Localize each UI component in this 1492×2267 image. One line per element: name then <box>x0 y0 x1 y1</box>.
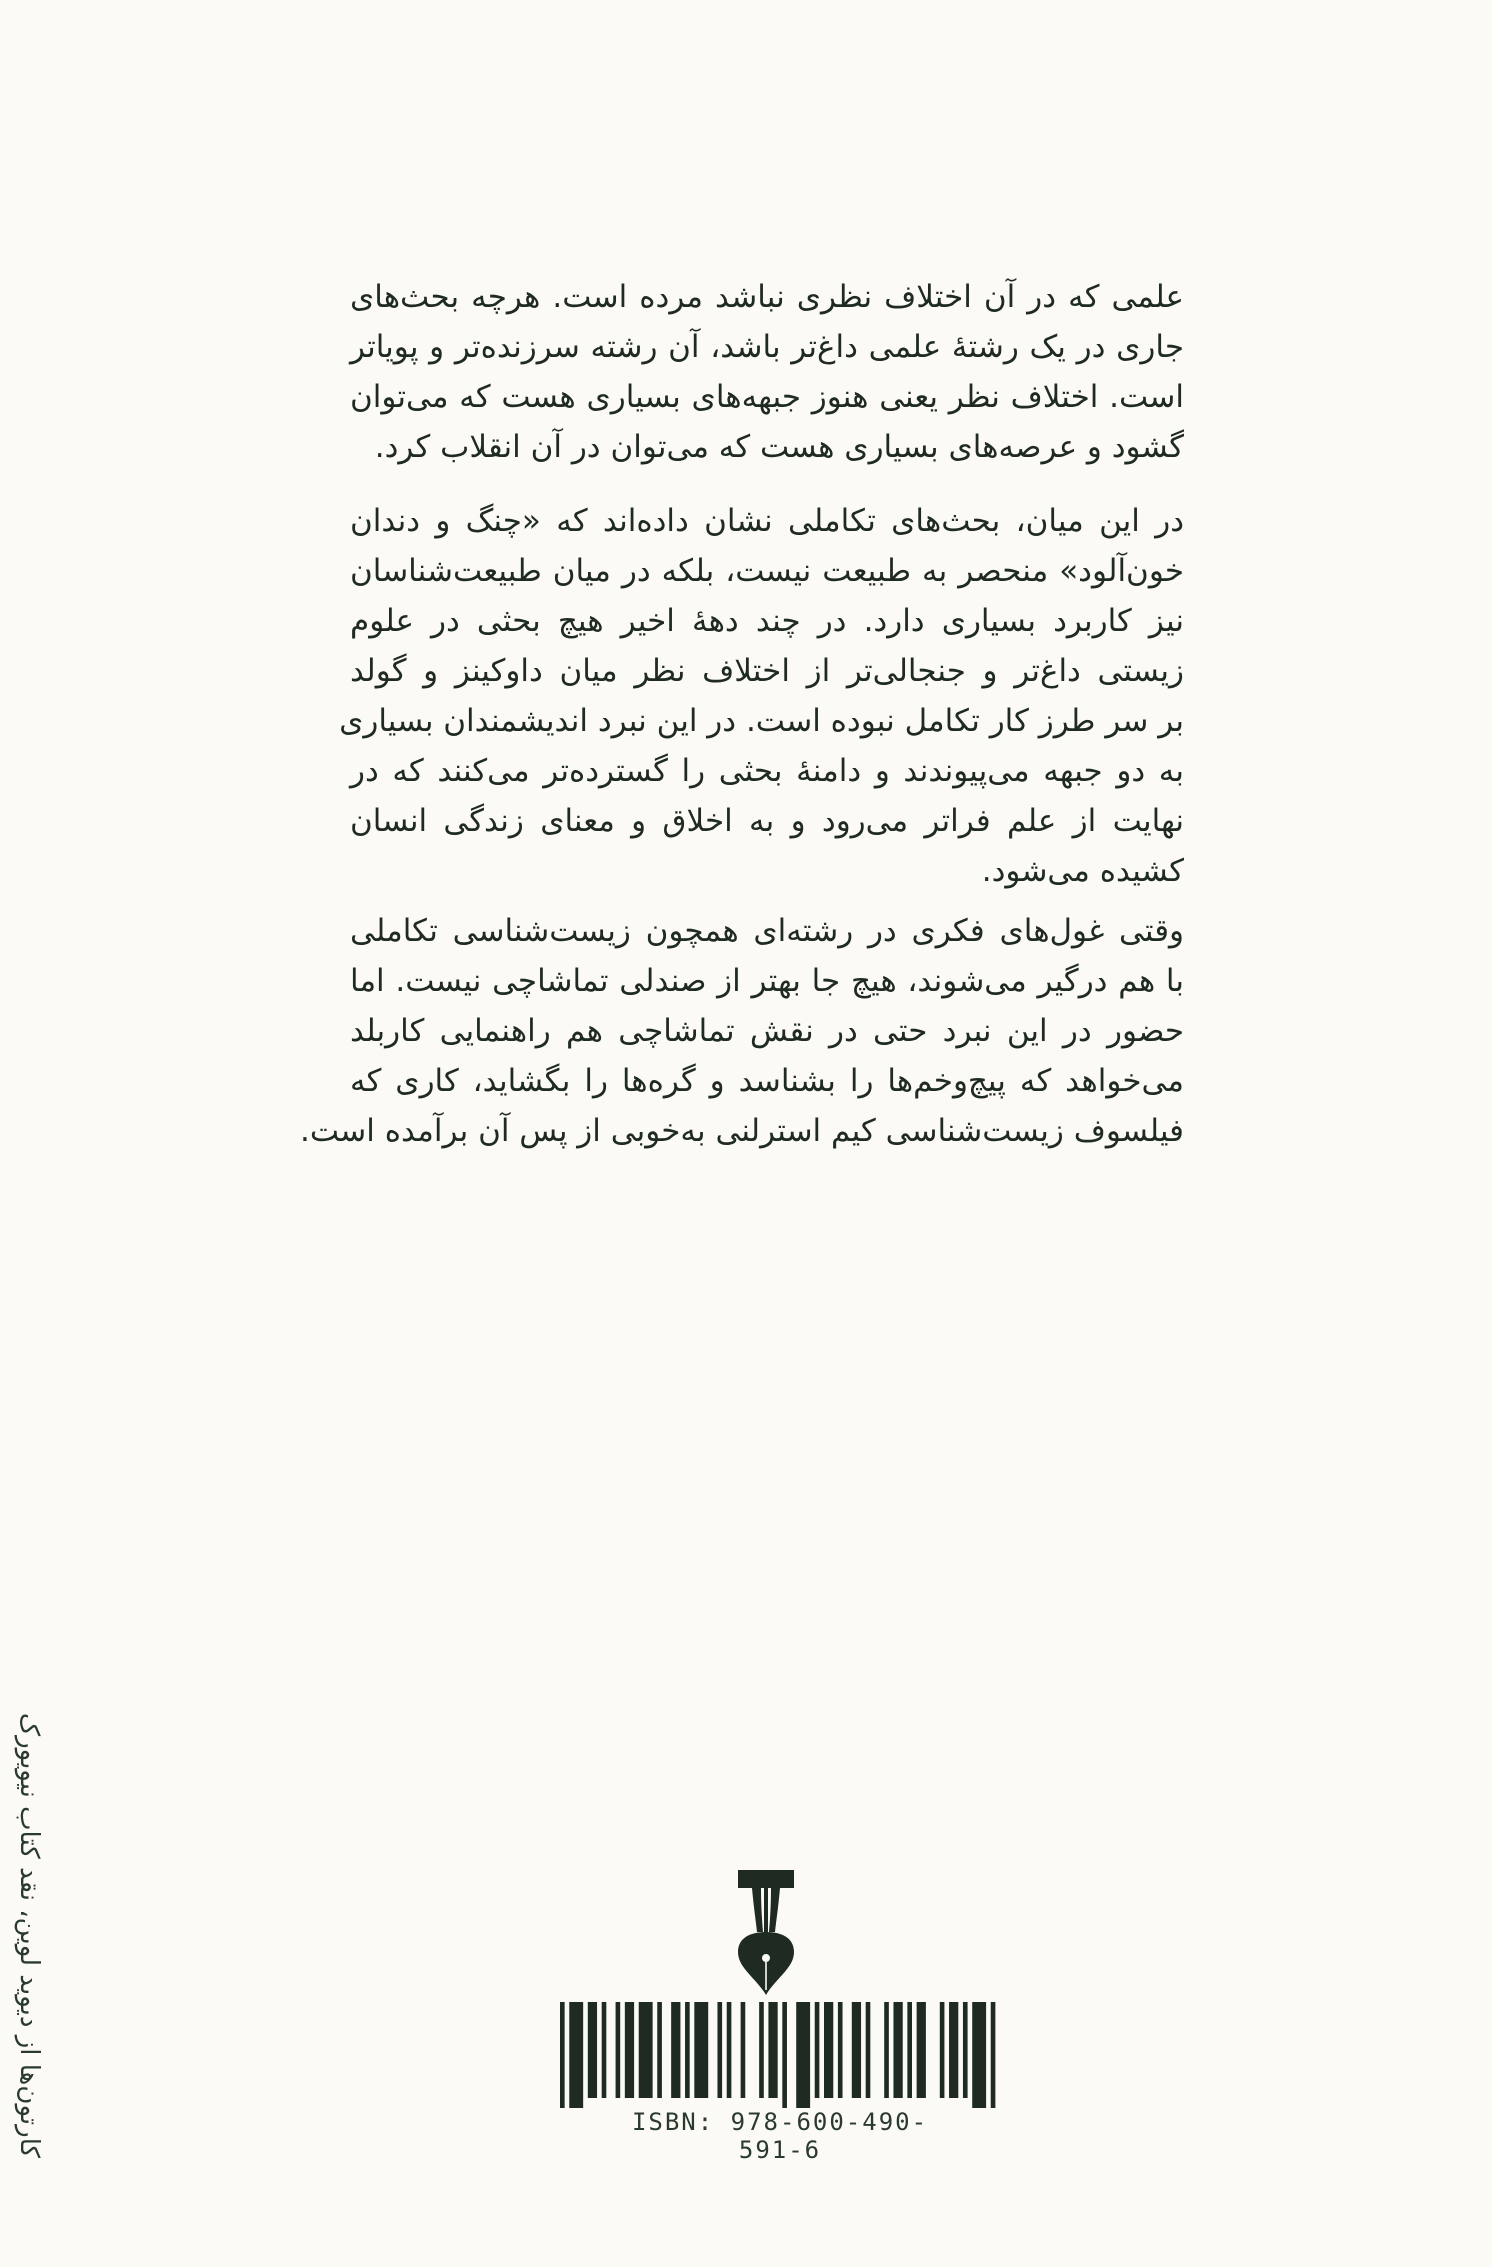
blurb-line: به دو جبهه می‌پیوندند و دامنهٔ بحثی را گسترده‌تر می‌کنند که در <box>350 753 1184 789</box>
cartoon-credit: کارتون‌ها از دیوید لوین، نقد کتاب نیویورک <box>14 1712 44 2158</box>
barcode-bar <box>569 2002 583 2108</box>
barcode-bar <box>639 2002 653 2098</box>
blurb-line: گشود و عرصه‌های بسیاری هست که می‌توان در آن انقلاب کرد. <box>374 429 1184 465</box>
blurb-line: وقتی غول‌های فکری در رشته‌ای همچون زیست‌شناسی تکاملی <box>350 913 1184 949</box>
blurb-line: بر سر طرز کار تکامل نبوده است. در این نبرد اندیشمندان بسیاری <box>339 703 1184 739</box>
blurb-paragraph <box>300 906 1184 1156</box>
barcode-bar <box>768 2002 777 2098</box>
blurb-line: حضور در این نبرد حتی در نقش تماشاچی هم راهنمایی کاربلد <box>350 1013 1184 1049</box>
barcode-bar <box>866 2002 871 2098</box>
barcode-bar <box>949 2002 958 2098</box>
blurb-line: خون‌آلود» منحصر به طبیعت نیست، بلکه در میان طبیعت‌شناسان <box>350 553 1184 589</box>
barcode-bar <box>671 2002 680 2098</box>
back-cover-blurb <box>300 272 1184 1156</box>
barcode-bar <box>907 2002 912 2098</box>
barcode-bar <box>796 2002 810 2108</box>
blurb-line: فیلسوف زیست‌شناسی کیم استرلنی به‌خوبی از پس آن برآمده است. <box>300 1113 1184 1149</box>
barcode-bar <box>588 2002 597 2098</box>
blurb-line: نیز کاربرد بسیاری دارد. در چند دههٔ اخیر هیچ بحثی در علوم <box>350 603 1184 639</box>
blurb-line: در این میان، بحث‌های تکاملی نشان داده‌اند که «چنگ و دندان <box>350 503 1184 539</box>
isbn-barcode <box>560 2002 1000 2108</box>
blurb-line: جاری در یک رشتهٔ علمی داغ‌تر باشد، آن رشته سرزنده‌تر و پویاتر <box>350 329 1184 365</box>
blurb-line: است. اختلاف نظر یعنی هنوز جبهه‌های بسیاری هست که می‌توان <box>350 379 1184 415</box>
blurb-line: کشیده می‌شود. <box>981 853 1184 889</box>
barcode-bar <box>963 2002 968 2098</box>
barcode-bar <box>838 2002 843 2098</box>
pen-nib-icon <box>730 1870 802 1995</box>
isbn-label: ISBN: 978-600-490-591-6 <box>631 2108 929 2164</box>
barcode-bar <box>694 2002 708 2098</box>
barcode-bar <box>824 2002 833 2098</box>
barcode-bar <box>893 2002 902 2098</box>
barcode-bar <box>940 2002 945 2098</box>
barcode-bar <box>602 2002 607 2098</box>
barcode-bar <box>727 2002 732 2098</box>
barcode-bar <box>972 2002 986 2108</box>
blurb-paragraph <box>339 496 1184 896</box>
barcode-bar <box>852 2002 861 2098</box>
barcode-bar <box>917 2002 926 2098</box>
blurb-paragraph <box>350 272 1184 472</box>
barcode-bar <box>616 2002 621 2098</box>
blurb-line: می‌خواهد که پیچ‌وخم‌ها را بشناسد و گره‌ها را بگشاید، کاری که <box>350 1063 1184 1099</box>
barcode-bar <box>560 2002 565 2108</box>
barcode-bar <box>717 2002 722 2098</box>
barcode-bar <box>685 2002 690 2098</box>
barcode-bar <box>815 2002 820 2098</box>
barcode-bar <box>884 2002 889 2098</box>
blurb-line: با هم درگیر می‌شوند، هیچ جا بهتر از صندلی تماشاچی نیست. اما <box>350 963 1184 999</box>
barcode-bar <box>759 2002 764 2098</box>
blurb-line: زیستی داغ‌تر و جنجالی‌تر از اختلاف نظر میان داوکینز و گولد <box>350 653 1184 689</box>
barcode-bar <box>782 2002 787 2108</box>
barcode-bar <box>741 2002 746 2098</box>
barcode-bar <box>625 2002 634 2098</box>
barcode-bar <box>991 2002 996 2108</box>
blurb-line: نهایت از علم فراتر می‌رود و به اخلاق و معنای زندگی انسان <box>350 803 1184 839</box>
barcode-bar <box>657 2002 662 2098</box>
blurb-line: علمی که در آن اختلاف نظری نباشد مرده است. هرچه بحث‌های <box>350 279 1184 315</box>
